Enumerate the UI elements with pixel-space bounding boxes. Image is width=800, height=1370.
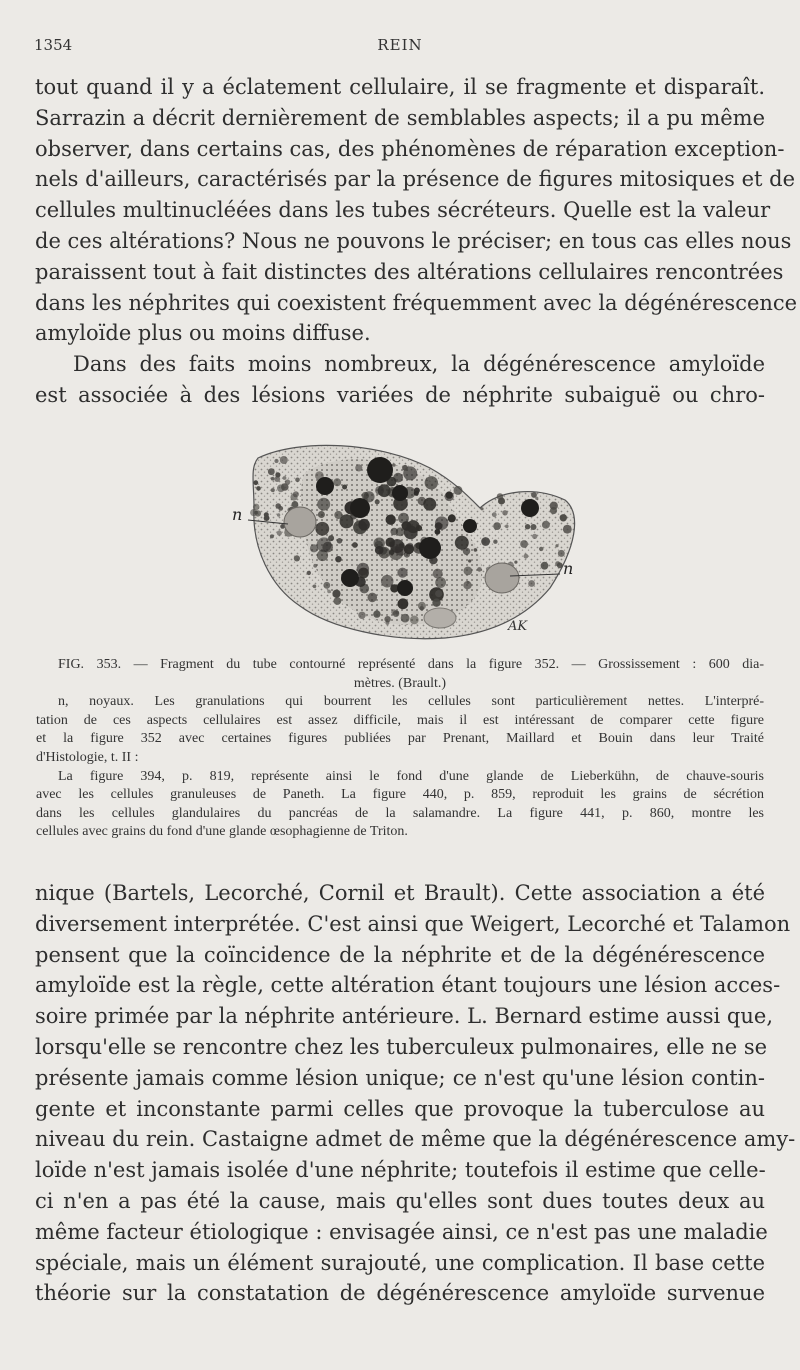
granule <box>531 492 537 498</box>
granule <box>445 492 454 501</box>
granule <box>334 597 342 605</box>
granule <box>435 577 446 588</box>
granule <box>463 548 470 555</box>
granule <box>271 477 275 481</box>
granule <box>271 488 275 492</box>
granule <box>317 498 330 511</box>
large-granule <box>521 499 539 517</box>
granule <box>281 483 289 491</box>
granule <box>327 590 331 594</box>
granule <box>357 563 369 575</box>
text-line: ci n'en a pas été la cause, mais qu'elles sont dues toutes deux au <box>35 1188 765 1213</box>
text-line: de ces altérations? Nous ne pouvons le préciser; en tous cas elles nous <box>35 228 792 253</box>
caption-line: cellules avec grains du fond d'une glande œsophagienne de Triton. <box>36 824 408 840</box>
granule <box>480 507 483 510</box>
text-line: diversement interprétée. C'est ainsi que Weigert, Lecorché et Talamon <box>35 911 791 936</box>
granule <box>557 562 563 568</box>
caption-line: FIG. 353. — Fragment du tube contourné représenté dans la figure 352. — Grossissement : 600 dia- <box>58 657 764 672</box>
granule <box>294 555 300 561</box>
text-line: Sarrazin a décrit dernièrement de semblables aspects; il a pu même <box>35 105 765 130</box>
granule <box>505 525 509 529</box>
granule <box>317 537 332 552</box>
granule <box>448 514 456 522</box>
page-number: 1354 <box>34 36 73 54</box>
granule <box>525 524 530 529</box>
granule <box>274 459 278 463</box>
text-line: soire primée par la néphrite antérieure. L. Bernard estime aussi que, <box>35 1004 773 1029</box>
tubule-illustration <box>230 438 580 646</box>
text-line: dans les néphrites qui coexistent fréquemment avec la dégénérescence <box>35 290 798 315</box>
large-granule <box>367 457 393 483</box>
caption-line: dans les cellules glandulaires du pancréas de la salamandre. La figure 441, p. 860, montre les <box>36 805 764 821</box>
granule <box>307 571 311 575</box>
granule <box>477 567 482 572</box>
caption-line: mètres. (Brault.) <box>353 675 447 691</box>
granule <box>414 488 420 494</box>
caption-line: tation de ces aspects cellulaires est assez difficile, mais il est intéressant de comparer cette figure <box>36 712 764 728</box>
caption-line: La figure 394, p. 819, représente ainsi le fond d'une glande de Lieberkühn, de chauve-souris <box>58 768 764 784</box>
large-granule <box>463 519 477 533</box>
granule <box>381 575 394 588</box>
granule <box>423 498 436 511</box>
granule <box>254 511 258 515</box>
granule <box>293 491 299 497</box>
granule <box>402 465 408 471</box>
large-granule <box>392 485 408 501</box>
granule <box>419 606 424 611</box>
granule <box>323 582 330 589</box>
nucleus-left <box>284 507 316 537</box>
text-line: théorie sur la constatation de dégénérescence amyloïde survenue <box>35 1281 765 1306</box>
granule <box>352 542 358 548</box>
granule <box>520 540 528 548</box>
large-granule <box>350 498 370 518</box>
paragraph-text <box>35 72 798 411</box>
caption-line: n, noyaux. Les granulations qui bourrent les cellules sont particulièrement nettes. L'interpré- <box>58 694 764 710</box>
granule <box>333 478 341 486</box>
granule <box>401 614 410 623</box>
granule <box>528 580 535 587</box>
caption-line: d'Histologie, t. II : <box>36 749 139 765</box>
granule <box>270 534 274 538</box>
granule <box>378 484 391 497</box>
granule <box>256 486 261 491</box>
large-granule <box>397 580 413 596</box>
granule <box>358 519 370 531</box>
paragraph-text <box>35 878 796 1309</box>
text-line: lorsqu'elle se rencontre chez les tuberculeux pulmonaires, elle ne se <box>35 1034 768 1059</box>
text-line: même facteur étiologique : envisagée ainsi, ce n'est pas une maladie <box>35 1219 768 1244</box>
text-line: nels d'ailleurs, caractérisés par la présence de figures mitosiques et de <box>35 167 795 192</box>
text-line: amyloïde plus ou moins diffuse. <box>35 321 371 346</box>
granule <box>373 610 380 617</box>
granule <box>358 612 365 619</box>
artist-signature: AK <box>508 619 528 634</box>
granule <box>332 590 340 598</box>
granule <box>313 564 317 568</box>
granule <box>342 485 347 490</box>
text-line: spéciale, mais un élément surajouté, une complication. Il base cette <box>35 1250 765 1275</box>
text-line: pensent que la coïncidence de la néphrite et de la dégénérescence <box>35 942 765 967</box>
granule <box>335 556 341 562</box>
granule <box>397 568 407 578</box>
granule <box>555 544 558 547</box>
text-line: tout quand il y a éclatement cellulaire, il se fragmente et disparaît. <box>35 75 765 99</box>
granule <box>463 581 471 589</box>
granule <box>435 590 442 597</box>
granule <box>493 522 501 530</box>
granule <box>389 550 394 555</box>
granule <box>277 530 282 535</box>
granule <box>492 512 497 517</box>
label-n-right: n <box>563 559 574 578</box>
granule <box>264 512 269 517</box>
text-line: loïde n'est jamais isolée d'une néphrite; toutefois il estime que celle- <box>35 1158 766 1183</box>
histology-figure <box>230 438 580 646</box>
text-line: Dans des faits moins nombreux, la dégénérescence amyloïde <box>73 352 765 377</box>
granule <box>425 476 438 489</box>
running-title: REIN <box>377 36 423 54</box>
granule <box>315 522 329 536</box>
granule <box>541 562 549 570</box>
text-line: cellules multinucléées dans les tubes sécréteurs. Quelle est la valeur <box>35 198 771 223</box>
granule <box>474 548 478 552</box>
granule <box>454 486 463 495</box>
nucleus-bottom <box>424 608 456 628</box>
text-line: est associée à des lésions variées de néphrite subaiguë ou chro- <box>35 382 765 407</box>
granule <box>268 468 275 475</box>
granule <box>563 525 572 534</box>
granule <box>277 513 280 516</box>
granule <box>560 514 567 521</box>
text-line: niveau du rein. Castaigne admet de même que la dégénérescence amy- <box>35 1127 796 1152</box>
label-n-left: n <box>232 505 243 524</box>
granule <box>386 515 396 525</box>
granule <box>542 521 550 529</box>
text-line: amyloïde est la règle, cette altération étant toujours une lésion acces- <box>35 973 781 998</box>
granule <box>280 456 288 464</box>
granule <box>398 513 409 524</box>
granule <box>558 550 565 557</box>
granule <box>432 599 440 607</box>
granule <box>375 499 380 504</box>
granule <box>399 542 405 548</box>
large-granule <box>419 537 441 559</box>
granule <box>468 559 471 562</box>
text-line: présente jamais comme lésion unique; ce n'est qu'une lésion contin- <box>35 1065 765 1090</box>
granule <box>514 561 517 564</box>
granule <box>283 476 287 480</box>
large-granule <box>341 569 359 587</box>
granule <box>464 567 473 576</box>
granule <box>340 514 354 528</box>
granule <box>539 547 543 551</box>
granule <box>313 585 317 589</box>
granule <box>355 464 362 471</box>
nucleus-right <box>485 563 519 593</box>
granule <box>278 506 283 511</box>
granule <box>493 540 497 544</box>
text-line: paraissent tout à fait distinctes des altérations cellulaires rencontrées <box>35 259 784 284</box>
granule <box>502 510 507 515</box>
text-line: gente et inconstante parmi celles que provoque la tuberculose au <box>35 1096 765 1121</box>
caption-line: avec les cellules granuleuses de Paneth. La figure 440, p. 859, reproduit les grains de sécrétion <box>36 787 764 803</box>
granule <box>550 507 557 514</box>
granule <box>407 543 413 549</box>
granule <box>435 529 441 535</box>
granule <box>375 546 384 555</box>
text-line: observer, dans certains cas, des phénomènes de réparation exception- <box>35 136 785 161</box>
granule <box>524 554 529 559</box>
granule <box>275 472 280 477</box>
text-line: nique (Bartels, Lecorché, Cornil et Brault). Cette association a été <box>35 881 765 905</box>
granule <box>481 537 490 546</box>
granule <box>385 621 389 625</box>
granule <box>410 616 419 625</box>
granule <box>396 611 400 615</box>
granule <box>435 516 448 529</box>
granule <box>253 480 258 485</box>
granule <box>433 569 443 579</box>
figure-caption <box>36 656 764 842</box>
granule <box>318 511 325 518</box>
caption-line: et la figure 352 avec certaines figures publiées par Prenant, Maillard et Bouin dans leur Traité <box>36 731 764 747</box>
granule <box>532 534 537 539</box>
granule <box>393 464 396 467</box>
granule <box>531 524 537 530</box>
large-granule <box>316 477 334 495</box>
granule <box>498 498 505 505</box>
granule <box>398 598 409 609</box>
granule <box>295 478 300 483</box>
granule <box>337 538 343 544</box>
granule <box>368 593 378 603</box>
